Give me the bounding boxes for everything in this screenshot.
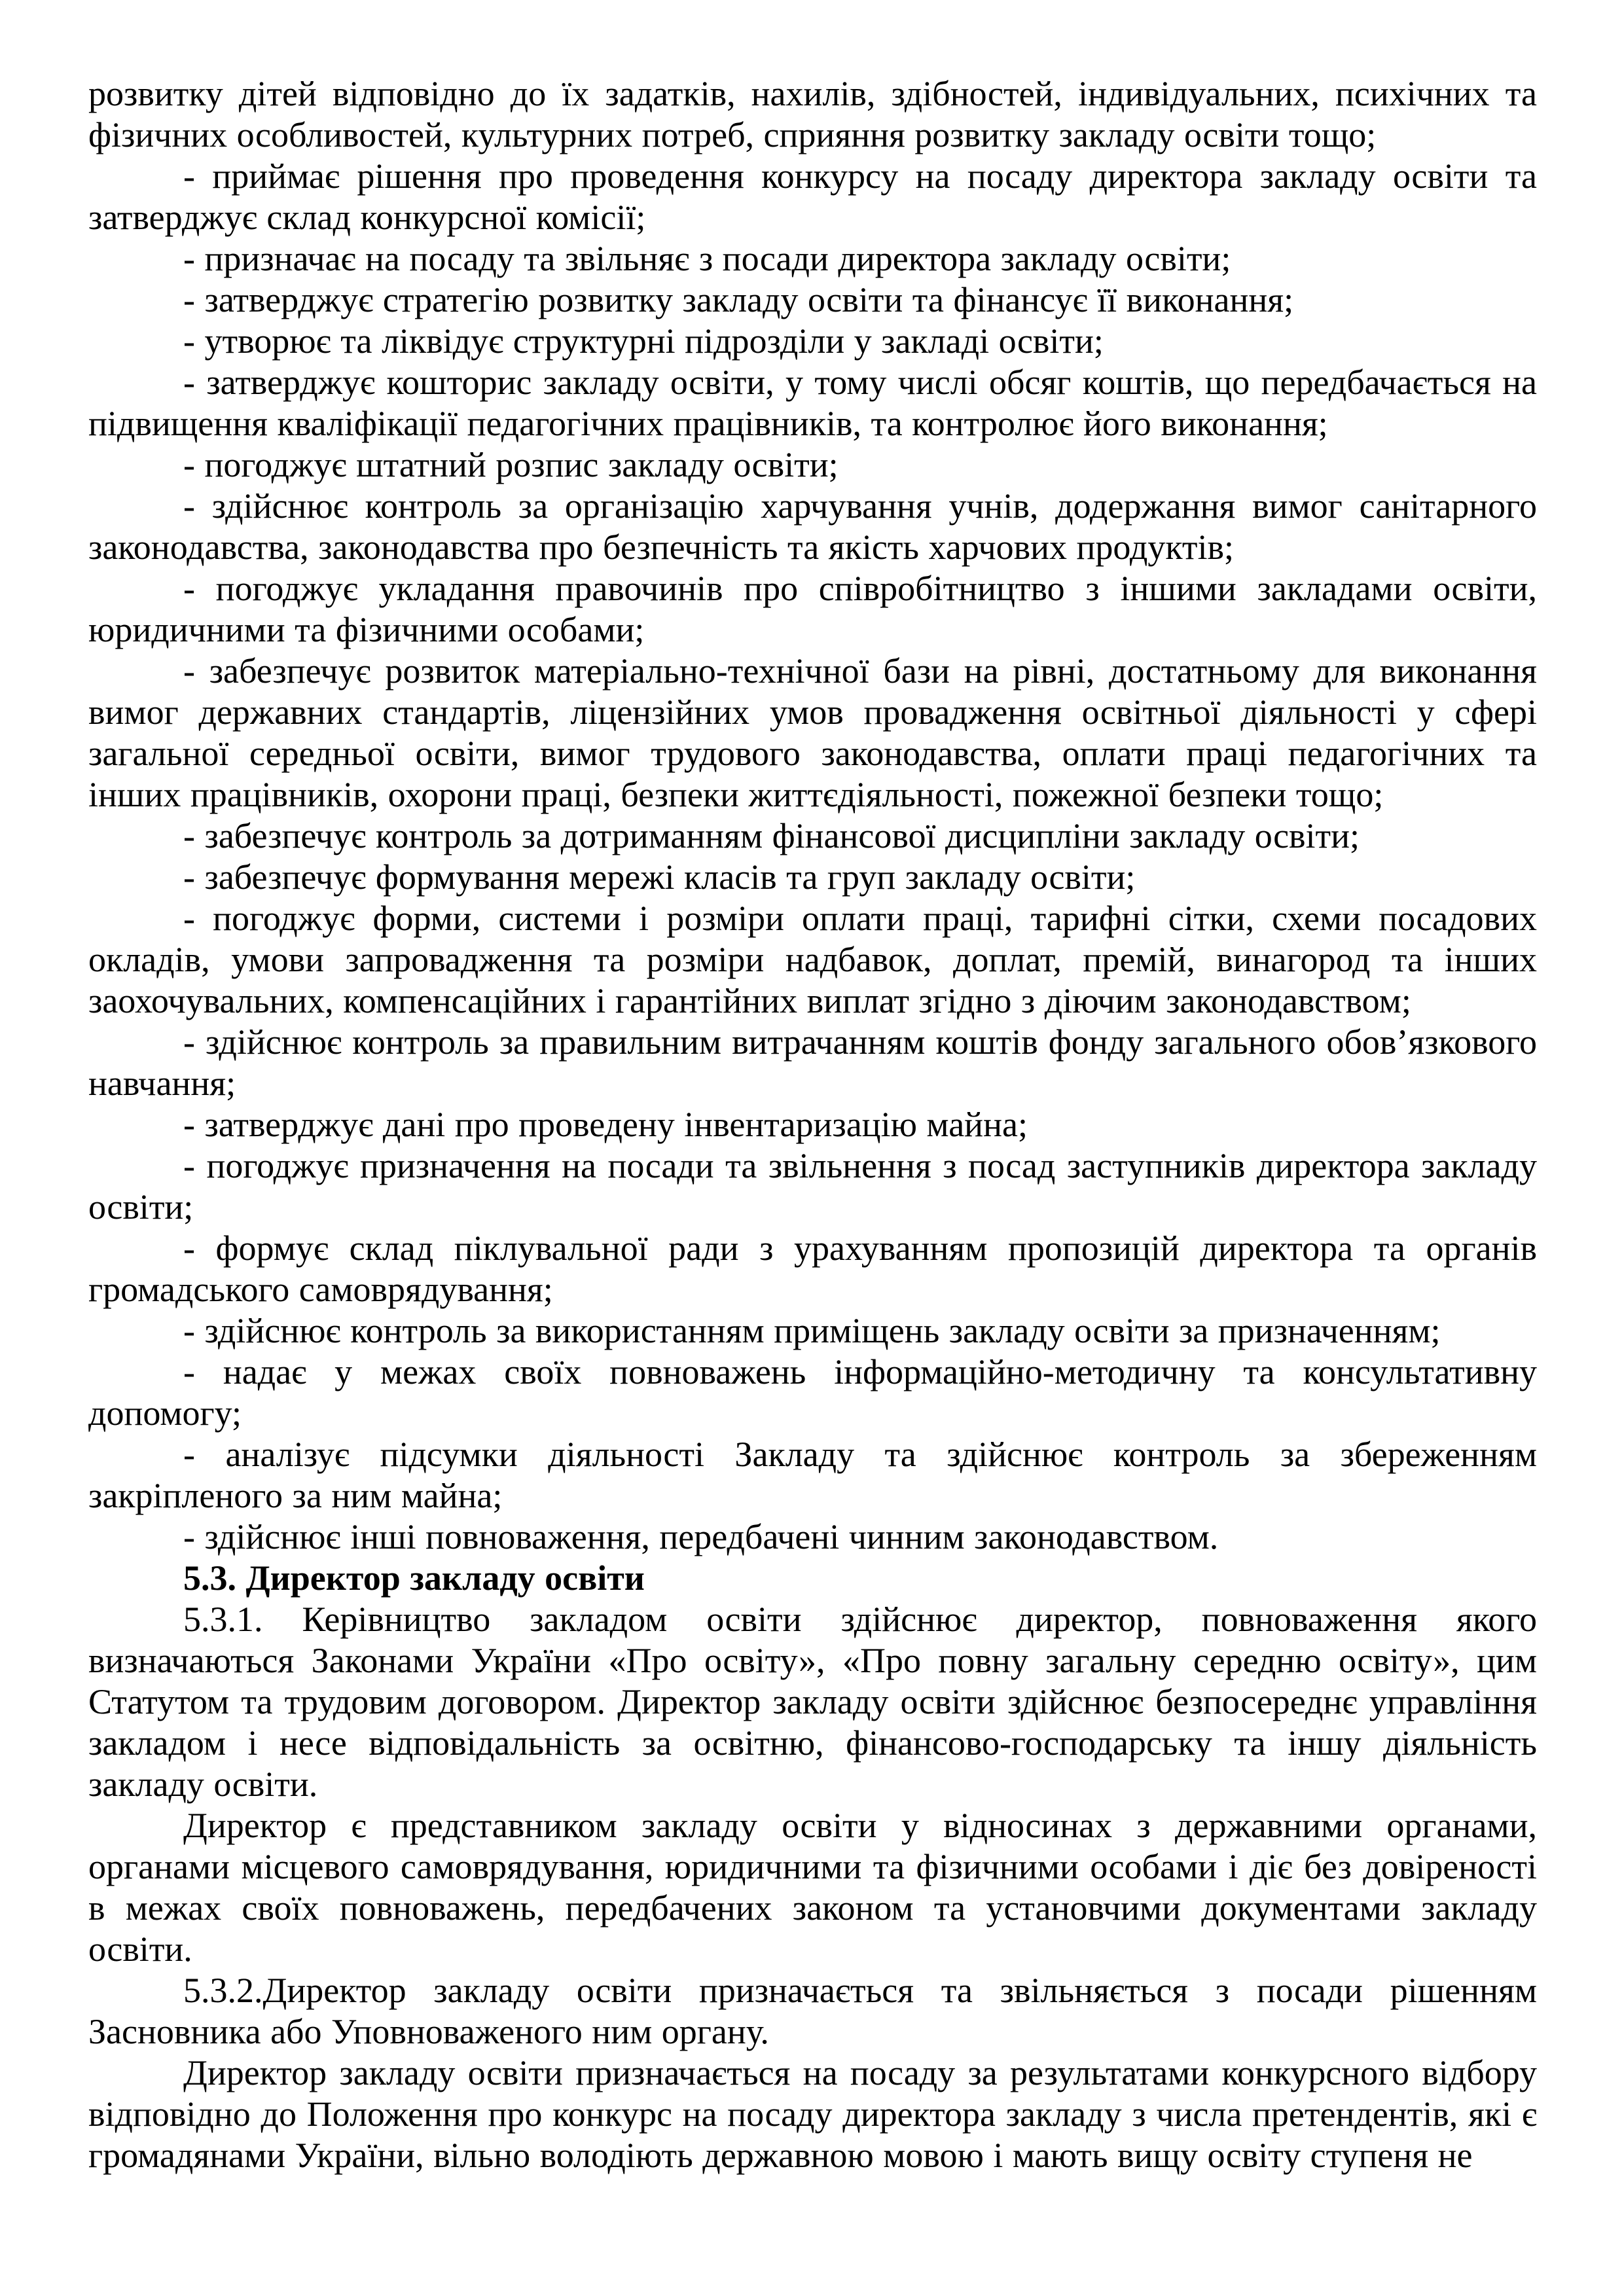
paragraph: - формує склад піклувальної ради з урахуванням пропозицій директора та органів громадського самоврядування; [88, 1229, 1537, 1309]
paragraph: - погоджує призначення на посади та звільнення з посад заступників директора закладу освіти; [88, 1146, 1537, 1227]
paragraph: - забезпечує контроль за дотриманням фінансової дисципліни закладу освіти; [183, 816, 1360, 855]
paragraph: розвитку дітей відповідно до їх задатків, нахилів, здібностей, індивідуальних, психічних та фізичних особливостей, культурних потреб, сприяння розвитку закладу освіти тощо; [88, 74, 1537, 154]
paragraph: - затверджує дані про проведену інвентаризацію майна; [183, 1105, 1028, 1144]
paragraph: 5.3.1. Керівництво закладом освіти здійснює директор, повноваження якого визначаються Законами України «Про освіту», «Про повну загальну середню освіту», цим Статутом та трудовим договором. Директор закладу освіти здійснює безпосереднє управління закладом і несе відповідальність за освітню, фінансово-господарську та іншу діяльність закладу освіти. [88, 1600, 1537, 1804]
paragraph: - аналізує підсумки діяльності Закладу та здійснює контроль за збереженням закріпленого за ним майна; [88, 1435, 1537, 1515]
paragraph: - утворює та ліквідує структурні підрозділи у закладі освіти; [183, 321, 1104, 361]
paragraph: - погоджує форми, системи і розміри оплати праці, тарифні сітки, схеми посадових окладів, умови запровадження та розміри надбавок, доплат, премій, винагород та інших заохочувальних, компенсаційних і гарантійних виплат згідно з діючим законодавством; [88, 899, 1537, 1020]
document-body [88, 73, 1537, 2176]
paragraph: - погоджує укладання правочинів про співробітництво з іншими закладами освіти, юридичними та фізичними особами; [88, 569, 1537, 649]
paragraph: - затверджує стратегію розвитку закладу освіти та фінансує її виконання; [183, 280, 1294, 319]
paragraph: Директор є представником закладу освіти у відносинах з державними органами, органами місцевого самоврядування, юридичними та фізичними особами і діє без довіреності в межах своїх повноважень, передбачених законом та установчими документами закладу освіти. [88, 1806, 1537, 1969]
paragraph: - здійснює інші повноваження, передбачені чинним законодавством. [183, 1517, 1219, 1556]
paragraph: - приймає рішення про проведення конкурсу на посаду директора закладу освіти та затверджує склад конкурсної комісії; [88, 156, 1537, 237]
paragraph: Директор закладу освіти призначається на посаду за результатами конкурсного відбору відповідно до Положення про конкурс на посаду директора закладу з числа претендентів, які є громадянами України, вільно володіють державною мовою і мають вищу освіту ступеня не [88, 2053, 1537, 2175]
paragraph: - забезпечує формування мережі класів та груп закладу освіти; [183, 857, 1136, 897]
paragraph: - затверджує кошторис закладу освіти, у тому числі обсяг коштів, що передбачається на підвищення кваліфікації педагогічних працівників, та контролює його виконання; [88, 363, 1537, 443]
paragraph: - забезпечує розвиток матеріально-технічної бази на рівні, достатньому для виконання вимог державних стандартів, ліцензійних умов провадження освітньої діяльності у сфері загальної середньої освіти, вимог трудового законодавства, оплати праці педагогічних та інших працівників, охорони праці, безпеки життєдіяльності, пожежної безпеки тощо; [88, 651, 1537, 814]
paragraph: - погоджує штатний розпис закладу освіти; [183, 445, 839, 484]
section-heading: 5.3. Директор закладу освіти [183, 1558, 645, 1598]
paragraph: - надає у межах своїх повноважень інформаційно-методичну та консультативну допомогу; [88, 1352, 1537, 1433]
paragraph: - здійснює контроль за використанням приміщень закладу освіти за призначенням; [183, 1311, 1441, 1350]
paragraph: - призначає на посаду та звільняє з посади директора закладу освіти; [183, 239, 1231, 278]
paragraph: - здійснює контроль за правильним витрачанням коштів фонду загального обов’язкового навчання; [88, 1022, 1537, 1103]
paragraph: 5.3.2.Директор закладу освіти призначається та звільняється з посади рішенням Засновника або Уповноваженого ним органу. [88, 1971, 1537, 2051]
paragraph: - здійснює контроль за організацію харчування учнів, додержання вимог санітарного законодавства, законодавства про безпечність та якість харчових продуктів; [88, 486, 1537, 567]
